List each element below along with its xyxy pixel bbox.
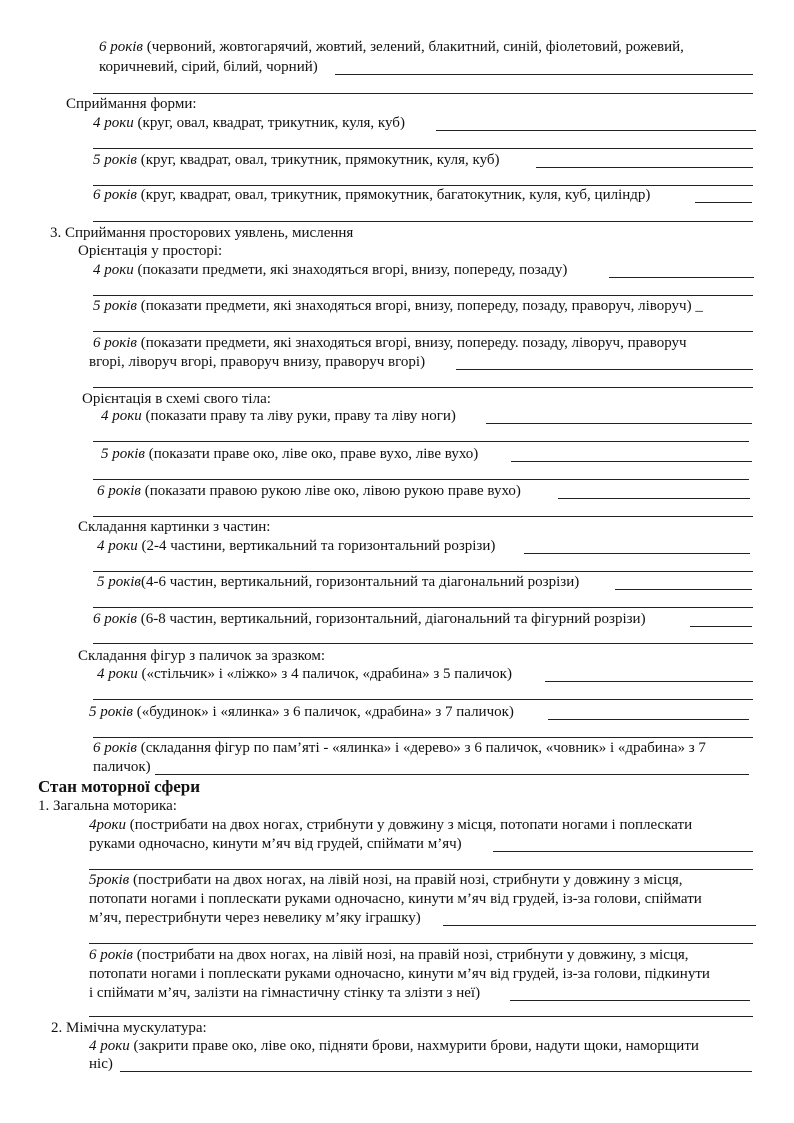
gross-6-line-2 [89,965,710,984]
colour-6-line-1 [99,38,684,57]
answer-line[interactable] [93,479,749,480]
answer-line[interactable] [436,130,756,131]
answer-line[interactable] [609,277,754,278]
space-4-line [93,261,567,280]
age-label: 4 роки [89,1038,130,1054]
answer-line[interactable] [511,461,752,462]
age-label: 4 роки [97,666,138,682]
answer-line[interactable] [93,571,753,572]
age-label: 5 років [97,574,141,590]
answer-line[interactable] [545,681,753,682]
age-label: 5 років [89,704,133,720]
answer-line[interactable] [93,441,749,442]
task-text: (червоний, жовтогарячий, жовтий, зелений, блакитний, синій, фіолетовий, рожевий, [142,39,684,55]
age-label: 6 років [93,740,137,756]
colour-6-line-2 [99,58,318,77]
age-label: 6 років [97,483,141,499]
task-text: руками одночасно, кинути м’яч від грудей, спіймати м’яч) [89,836,462,852]
task-text: і спіймати м’яч, залізти на гімнастичну стінку та злізти з неї) [89,985,481,1001]
age-label: 6 років [99,39,143,55]
answer-line[interactable] [93,516,753,517]
answer-line[interactable] [695,202,752,203]
body-scheme-title: Орієнтація в схемі свого тіла: [82,391,271,407]
task-text: («стільчик» і «ліжко» з 4 паличок, «драбина» з 5 паличок) [137,666,512,682]
answer-line[interactable] [155,774,749,775]
gross-6-line-3 [89,984,480,1003]
sticks-title: Складання фігур з паличок за зразком: [78,648,326,664]
sticks-4-line [97,665,512,684]
answer-line[interactable] [536,167,753,168]
answer-line[interactable] [690,626,752,627]
answer-line[interactable] [89,869,753,870]
task-text: (круг, квадрат, овал, трикутник, прямокутник, багатокутник, куля, куб, циліндр) [136,187,651,203]
puzzle-6-line [93,610,646,629]
answer-line[interactable] [93,643,753,644]
facial-muscles-title: 2. Мімічна мускулатура: [51,1020,207,1036]
answer-line[interactable] [456,369,753,370]
task-text: (показати предмети, які знаходяться вгорі, внизу, попереду, позаду) [133,262,568,278]
age-label: 5 років [93,298,137,314]
task-text: (пострибати на двох ногах, на лівій нозі, на правій нозі, стрибнути у довжину, з місця, [132,947,689,963]
age-label: 6 років [93,335,137,351]
task-text: (пострибати на двох ногах, стрибнути у довжину з місця, потопати ногами і поплескати [126,817,693,833]
task-text: потопати ногами і поплескати руками одночасно, кинути м’яч від грудей, із-за голови, підкинути [89,966,710,982]
answer-line[interactable] [443,925,756,926]
body-5-line [101,445,478,464]
task-text: (складання фігур по пам’яті - «ялинка» і «дерево» з 6 паличок, «човник» і «драбина» з 7 [136,740,706,756]
form-perception-title: Сприймання форми: [66,96,197,112]
sticks-5-line [89,703,514,722]
age-label: 5 років [93,152,137,168]
task-text: (6-8 частин, вертикальний, горизонтальний, діагональний та фігурний розрізи) [136,611,646,627]
age-label: 4 роки [97,538,138,554]
gross-5-line-1 [89,871,683,890]
task-text: (2-4 частини, вертикальний та горизонтальний розрізи) [137,538,496,554]
answer-line[interactable] [93,331,753,332]
body-6-line [97,482,521,501]
task-text: потопати ногами і поплескати руками одночасно, кинути м’яч від грудей, із-за голови, спіймати [89,891,702,907]
task-text: (показати праве око, ліве око, праве вухо, ліве вухо) [144,446,479,462]
form-5-line [93,151,500,170]
answer-line[interactable] [615,589,752,590]
age-label: 4роки [89,817,127,833]
answer-line[interactable] [493,851,753,852]
answer-line[interactable] [93,221,753,222]
age-label: 6 років [89,947,133,963]
answer-line[interactable] [120,1071,752,1072]
answer-line[interactable] [93,93,753,94]
sticks-6-line-1 [93,739,706,758]
answer-line[interactable] [93,295,753,296]
task-text: ніс) [89,1056,113,1072]
form-4-line [93,114,405,133]
puzzle-title: Складання картинки з частин: [78,519,271,535]
age-label: 6 років [93,611,137,627]
answer-line[interactable] [93,699,753,700]
puzzle-5-line [97,573,579,592]
answer-line[interactable] [486,423,752,424]
answer-line[interactable] [510,1000,750,1001]
age-label: 5років [89,872,130,888]
task-text: (показати праву та ліву руки, праву та ліву ноги) [141,408,456,424]
age-label: 4 роки [101,408,142,424]
section-3-title: 3. Сприймання просторових уявлень, мислення [50,225,354,241]
age-label: 5 років [101,446,145,462]
space-6-line-2 [89,353,425,372]
answer-line[interactable] [93,737,753,738]
age-label: 6 років [93,187,137,203]
task-text: вгорі, ліворуч вгорі, праворуч внизу, праворуч вгорі) [89,354,426,370]
task-text: (4-6 частин, вертикальний, горизонтальний та діагональний розрізи) [140,574,580,590]
motor-sphere-heading: Стан моторної сфери [38,777,201,796]
task-text: (пострибати на двох ногах, на лівій нозі, на правій нозі, стрибнути у довжину з місця, [129,872,683,888]
task-text: (показати правою рукою ліве око, лівою рукою праве вухо) [140,483,521,499]
task-text: паличок) [93,759,151,775]
answer-line[interactable] [524,553,750,554]
facial-4-line-1 [89,1037,699,1056]
answer-line[interactable] [89,1016,753,1017]
gross-5-line-3 [89,909,421,928]
task-text: (круг, квадрат, овал, трикутник, прямокутник, куля, куб) [136,152,500,168]
answer-line[interactable] [548,719,749,720]
space-5-line [93,297,703,316]
task-text: (показати предмети, які знаходяться вгорі, внизу, попереду, позаду, праворуч, ліворуч) _ [136,298,703,314]
gross-6-line-1 [89,946,689,965]
puzzle-4-line [97,537,495,556]
gross-motor-title: 1. Загальна моторика: [38,798,177,814]
space-6-line-1 [93,334,687,353]
answer-line[interactable] [89,943,753,944]
task-text: м’яч, перестрибнути через невелику м’яку іграшку) [89,910,421,926]
task-text: (круг, овал, квадрат, трикутник, куля, куб) [133,115,405,131]
task-text: коричневий, сірий, білий, чорний) [99,59,318,75]
sticks-6-line-2 [93,758,151,777]
task-text: («будинок» і «ялинка» з 6 паличок, «драбина» з 7 паличок) [132,704,514,720]
age-label: 4 роки [93,115,134,131]
space-orientation-title: Орієнтація у просторі: [78,243,223,259]
answer-line[interactable] [558,498,750,499]
form-6-line [93,186,650,205]
answer-line[interactable] [93,387,753,388]
answer-line[interactable] [93,148,753,149]
body-4-line [101,407,456,426]
task-text: (показати предмети, які знаходяться вгорі, внизу, попереду. позаду, ліворуч, праворуч [136,335,687,351]
gross-5-line-2 [89,890,702,909]
facial-4-line-2 [89,1055,113,1074]
gross-4-line-2 [89,835,462,854]
gross-4-line-1 [89,816,692,835]
answer-line[interactable] [335,74,753,75]
task-text: (закрити праве око, ліве око, підняти брови, нахмурити брови, надути щоки, наморщити [129,1038,699,1054]
age-label: 4 роки [93,262,134,278]
answer-line[interactable] [93,607,753,608]
